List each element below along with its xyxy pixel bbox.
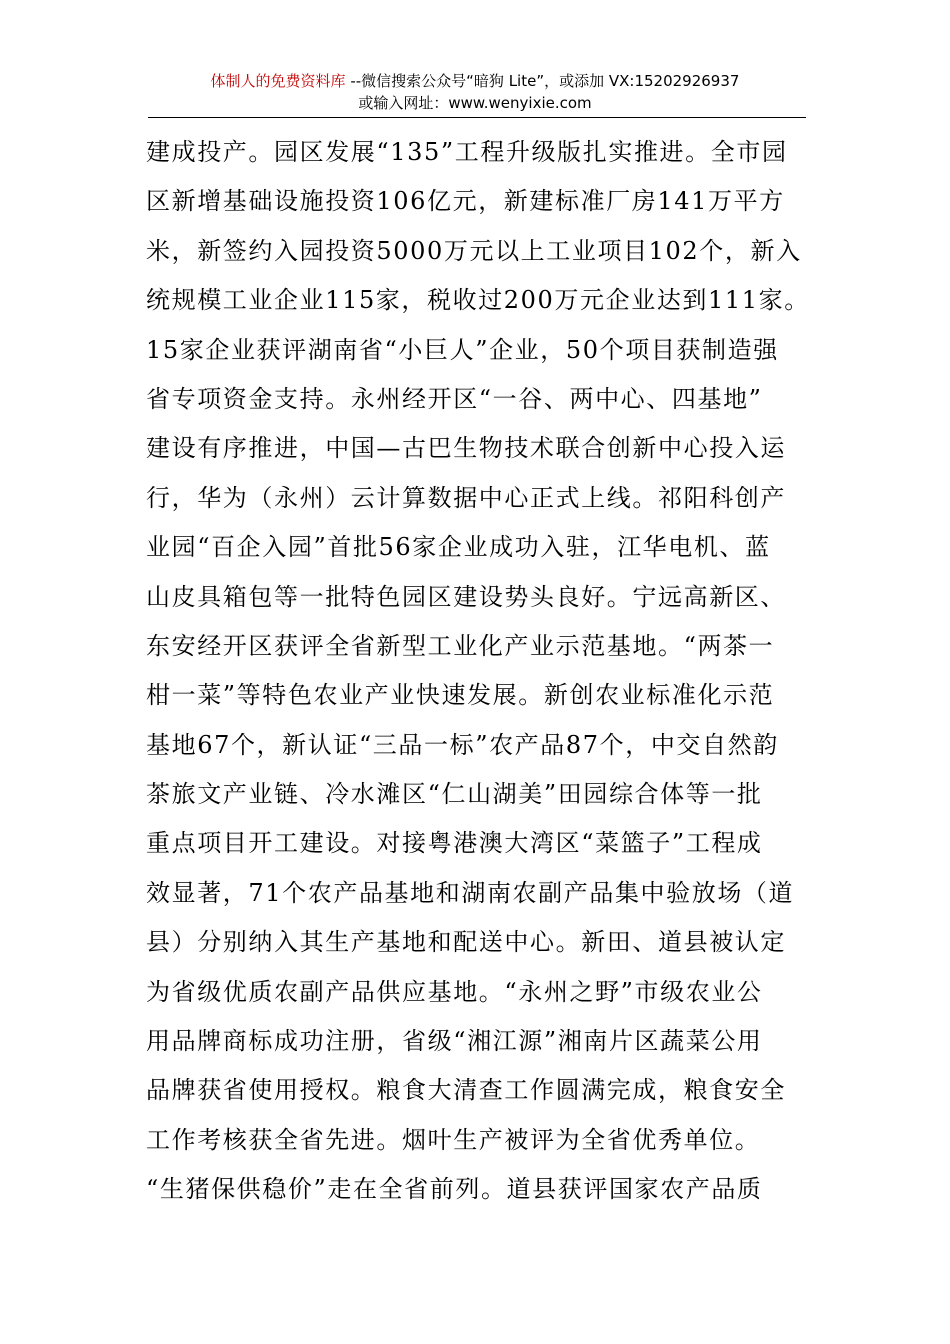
body-line: 品牌获省使用授权。粮食大清查工作圆满完成，粮食安全 (146, 1076, 786, 1105)
body-line: 建成投产。园区发展“135”工程升级版扎实推进。全市园 (146, 138, 788, 166)
body-line: 效显著，71个农产品基地和湖南农副产品集中验放场（道 (146, 878, 795, 907)
body-line: 米，新签约入园投资5000万元以上工业项目102个，新入 (146, 236, 802, 265)
body-line: 东安经开区获评全省新型工业化产业示范基地。“两茶一 (146, 631, 775, 660)
body-line: 统规模工业企业115家，税收过200万元企业达到111家。 (146, 286, 810, 315)
body-line: “生猪保供稳价”走在全省前列。道县获评国家农产品质 (146, 1175, 763, 1204)
document-body (146, 128, 810, 1215)
header-website: 或输入网址：www.wenyixie.com (358, 94, 592, 112)
header-brand: 体制人的免费资料库 (210, 72, 346, 90)
header-divider (148, 117, 806, 118)
body-line: 15家企业获评湖南省“小巨人”企业，50个项目获制造强 (146, 335, 779, 364)
body-line: 基地67个，新认证“三品一标”农产品87个，中交自然韵 (146, 730, 779, 759)
body-line: 省专项资金支持。永州经开区“一谷、两中心、四基地” (146, 384, 763, 413)
header-promo: --微信搜索公众号“暗狗 Lite”，或添加 VX:15202926937 (345, 72, 740, 90)
body-line: 区新增基础设施投资106亿元，新建标准厂房141万平方 (146, 187, 785, 216)
header-promo-line (0, 70, 950, 92)
body-line: 用品牌商标成功注册，省级“湘江源”湘南片区蔬菜公用 (146, 1027, 763, 1056)
body-line: 茶旅文产业链、冷水滩区“仁山湖美”田园综合体等一批 (146, 780, 763, 809)
body-line: 工作考核获全省先进。烟叶生产被评为全省优秀单位。 (146, 1125, 761, 1154)
body-line: 为省级优质农副产品供应基地。“永州之野”市级农业公 (146, 977, 763, 1006)
body-line: 业园“百企入园”首批56家企业成功入驻，江华电机、蓝 (146, 533, 771, 562)
page-header (0, 70, 950, 114)
body-line: 山皮具箱包等一批特色园区建设势头良好。宁远高新区、 (146, 582, 786, 611)
body-line: 重点项目开工建设。对接粤港澳大湾区“菜篮子”工程成 (146, 829, 763, 858)
body-line: 建设有序推进，中国—古巴生物技术联合创新中心投入运 (146, 434, 786, 463)
body-line: 柑一菜”等特色农业产业快速发展。新创农业标准化示范 (146, 681, 775, 710)
body-line: 行，华为（永州）云计算数据中心正式上线。祁阳科创产 (146, 483, 786, 512)
body-line: 县）分别纳入其生产基地和配送中心。新田、道县被认定 (146, 928, 786, 957)
